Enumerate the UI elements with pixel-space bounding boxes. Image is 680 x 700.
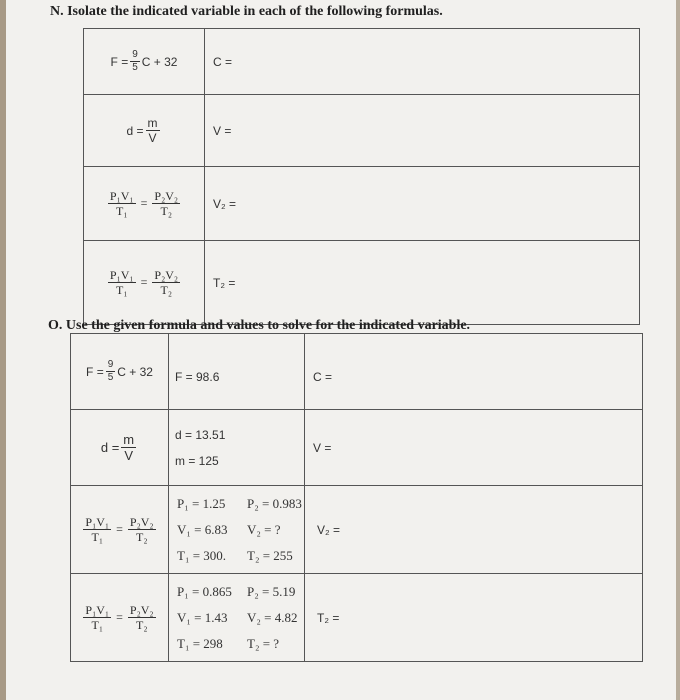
answer-cell[interactable] [305, 574, 643, 662]
fraction-denominator: T₁ [91, 618, 103, 632]
fraction-numerator: P₂V₂ [154, 189, 179, 203]
fraction-numerator: P₁V₁ [109, 268, 134, 282]
equals-sign: = [116, 522, 123, 536]
fraction [108, 190, 136, 217]
given-values-cell [169, 486, 305, 574]
section-n-table [83, 28, 640, 325]
given-value: m = 125 [175, 453, 219, 468]
answer-cell[interactable] [205, 167, 640, 241]
answer-label: T₂ = [213, 275, 236, 290]
given-value: T₂ = ? [247, 635, 280, 651]
fraction-numerator: m [147, 116, 158, 130]
answer-label: V = [213, 123, 232, 138]
fraction-denominator: T₂ [135, 618, 148, 632]
fraction-numerator: P₂V₂ [129, 515, 154, 529]
formula-rhs: C + 32 [117, 364, 153, 379]
fraction-numerator: m [123, 432, 135, 447]
fraction [121, 433, 136, 462]
given-value: d = 13.51 [175, 427, 226, 442]
page-edge-shadow [0, 0, 6, 700]
formula-lhs: d = [100, 440, 120, 455]
fraction [152, 269, 180, 296]
table-row [84, 241, 640, 325]
fraction [128, 516, 156, 543]
fraction-denominator: V [148, 131, 157, 145]
answer-cell[interactable] [305, 486, 643, 574]
given-value: T₂ = 255 [247, 547, 293, 563]
given-value: P₂ = 0.983 [247, 495, 302, 511]
answer-cell[interactable] [205, 241, 640, 325]
answer-cell[interactable] [305, 410, 643, 486]
section-o-table [70, 333, 643, 662]
given-values-cell [169, 334, 305, 410]
formula-lhs: F = [86, 364, 104, 379]
table-row [71, 334, 643, 410]
answer-label: C = [313, 370, 333, 384]
answer-cell[interactable] [205, 95, 640, 167]
formula-lhs: F = [110, 54, 129, 69]
given-value: T₁ = 300. [177, 547, 227, 563]
fraction [128, 604, 156, 631]
table-row [71, 410, 643, 486]
formula-rhs: C + 32 [141, 54, 178, 69]
given-value: P₁ = 1.25 [177, 495, 226, 511]
fraction-numerator: P₁V₁ [85, 515, 110, 529]
formula-cell [71, 334, 169, 410]
fraction-numerator: 9 [132, 49, 138, 60]
fraction-denominator: T₂ [135, 530, 148, 544]
answer-label: V₂ = [213, 196, 237, 211]
fraction-denominator: T₂ [160, 283, 172, 297]
formula-cell [71, 574, 169, 662]
table-row [71, 574, 643, 662]
fraction-denominator: V [124, 448, 134, 463]
section-n-heading: N. Isolate the indicated variable in each of the following formulas. [50, 4, 443, 19]
fraction-numerator: 9 [107, 359, 114, 370]
answer-cell[interactable] [205, 29, 640, 95]
equals-sign: = [140, 275, 148, 289]
fraction-denominator: 5 [107, 372, 114, 383]
given-value: P₁ = 0.865 [177, 583, 232, 599]
fraction [146, 117, 160, 144]
fraction-numerator: P₂V₂ [129, 603, 154, 617]
table-row [71, 486, 643, 574]
fraction [83, 516, 111, 543]
given-value: P₂ = 5.19 [247, 583, 296, 599]
answer-label: T₂ = [317, 610, 340, 625]
fraction-denominator: T₁ [91, 530, 103, 544]
fraction [152, 190, 180, 217]
section-o-heading: O. Use the given formula and values to solve for the indicated variable. [48, 318, 471, 333]
fraction-denominator: T₁ [115, 204, 128, 218]
table-row [84, 29, 640, 95]
given-value: F = 98.6 [175, 370, 220, 384]
given-value: V₁ = 1.43 [177, 609, 228, 625]
formula-cell [84, 241, 205, 325]
given-value: V₂ = 4.82 [247, 609, 298, 625]
table-row [84, 95, 640, 167]
fraction [106, 360, 116, 383]
fraction-denominator: T₁ [115, 283, 128, 297]
fraction-numerator: P₁V₁ [109, 189, 134, 203]
given-value: T₁ = 298 [177, 635, 223, 651]
answer-label: V = [313, 440, 332, 455]
formula-cell [84, 29, 205, 95]
fraction-denominator: T₂ [160, 204, 172, 218]
formula-lhs: d = [126, 123, 144, 138]
formula-cell [84, 167, 205, 241]
formula-cell [71, 410, 169, 486]
fraction-numerator: P₂V₂ [154, 268, 179, 282]
fraction [108, 269, 136, 296]
answer-cell[interactable] [305, 334, 643, 410]
fraction-numerator: P₁V₁ [85, 603, 110, 617]
equals-sign: = [116, 610, 123, 624]
given-value: V₂ = ? [247, 521, 281, 537]
given-values-cell [169, 574, 305, 662]
fraction [83, 604, 111, 631]
given-values-cell [169, 410, 305, 486]
fraction [130, 50, 140, 73]
equals-sign: = [140, 196, 148, 210]
answer-label: V₂ = [317, 522, 341, 537]
page-edge-shadow-right [676, 0, 680, 700]
given-value: V₁ = 6.83 [177, 521, 228, 537]
answer-label: C = [213, 54, 233, 69]
formula-cell [71, 486, 169, 574]
table-row [84, 167, 640, 241]
formula-cell [84, 95, 205, 167]
fraction-denominator: 5 [132, 62, 138, 73]
